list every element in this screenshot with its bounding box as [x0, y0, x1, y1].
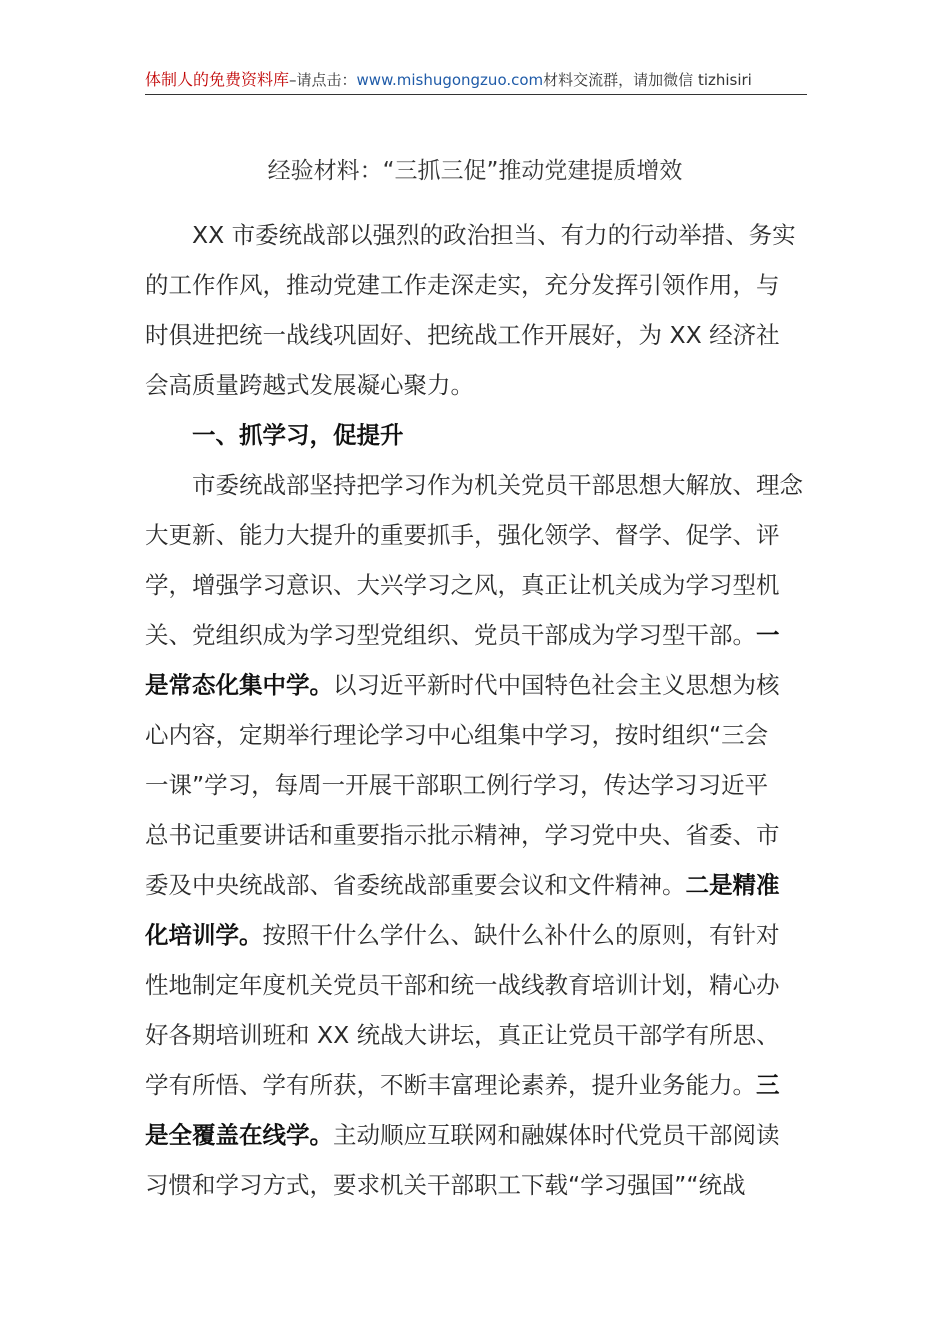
paragraph-1-line-3: 学，增强学习意识、大兴学习之风，真正让机关成为学习型机 — [145, 571, 780, 599]
paragraph-1-line-8: 总书记重要讲话和重要指示批示精神，学习党中央、省委、市 — [145, 821, 780, 849]
paragraph-intro-line-2: 的工作作风，推动党建工作走深走实，充分发挥引领作用，与 — [145, 271, 780, 299]
paragraph-1-line-5 — [145, 660, 805, 710]
bold-lead-in-1a: 一 — [756, 621, 780, 649]
paragraph-intro-line-4: 会高质量跨越式发展凝心聚力。 — [145, 371, 474, 399]
text-run: 学有所悟、学有所获，不断丰富理论素养，提升业务能力。 — [145, 1071, 756, 1099]
bold-lead-in-2a: 二是精准 — [685, 871, 780, 899]
paragraph-intro-line-1: XX 市委统战部以强烈的政治担当、有力的行动举措、务实 — [192, 221, 796, 249]
bold-lead-in-3a: 三 — [756, 1071, 780, 1099]
header-brand: 体制人的免费资料库 — [145, 70, 290, 89]
paragraph-1-line-7: 一课”学习，每周一开展干部职工例行学习，传达学习习近平 — [145, 771, 769, 799]
paragraph-1-line-2: 大更新、能力大提升的重要抓手，强化领学、督学、促学、评 — [145, 521, 780, 549]
text-run: 关、党组织成为学习型党组织、党员干部成为学习型干部。 — [145, 621, 756, 649]
paragraph-1-line-14 — [145, 1110, 805, 1160]
bold-lead-in-2b: 化培训学。 — [145, 921, 263, 949]
paragraph-1-line-15: 习惯和学习方式，要求机关干部职工下载“学习强国”“统战 — [145, 1171, 746, 1199]
text-run: 以习近平新时代中国特色社会主义思想为核 — [333, 671, 780, 699]
paragraph-1-line-1: 市委统战部坚持把学习作为机关党员干部思想大解放、理念 — [192, 471, 803, 499]
section-heading-1: 一、抓学习，促提升 — [192, 421, 404, 449]
paragraph-1-line-9 — [145, 860, 805, 910]
document-title: 经验材料：“三抓三促”推动党建提质增效 — [267, 158, 683, 184]
text-run: 按照干什么学什么、缺什么补什么的原则，有针对 — [262, 921, 780, 949]
text-run: 主动顺应互联网和融媒体时代党员干部阅读 — [333, 1121, 780, 1149]
paragraph-1-line-10 — [145, 910, 805, 960]
header-suffix: 材料交流群，请加微信 tizhisiri — [543, 71, 752, 89]
paragraph-1-line-12: 好各期培训班和 XX 统战大讲坛，真正让党员干部学有所思、 — [145, 1021, 780, 1049]
paragraph-1-line-13 — [145, 1060, 805, 1110]
paragraph-intro-line-3: 时俱进把统一战线巩固好、把统战工作开展好，为 XX 经济社 — [145, 321, 780, 349]
paragraph-1-line-11: 性地制定年度机关党员干部和统一战线教育培训计划，精心办 — [145, 971, 780, 999]
paragraph-1-line-6: 心内容，定期举行理论学习中心组集中学习，按时组织“三会 — [145, 721, 769, 749]
text-run: 委及中央统战部、省委统战部重要会议和文件精神。 — [145, 871, 686, 899]
header-url-link[interactable]: www.mishugongzuo.com — [356, 71, 544, 89]
bold-lead-in-1b: 是常态化集中学。 — [145, 671, 333, 699]
header-prefix: –请点击： — [289, 71, 357, 89]
paragraph-1-line-4 — [145, 610, 805, 660]
page-header — [145, 70, 807, 95]
document-body — [145, 210, 805, 1210]
bold-lead-in-3b: 是全覆盖在线学。 — [145, 1121, 333, 1149]
